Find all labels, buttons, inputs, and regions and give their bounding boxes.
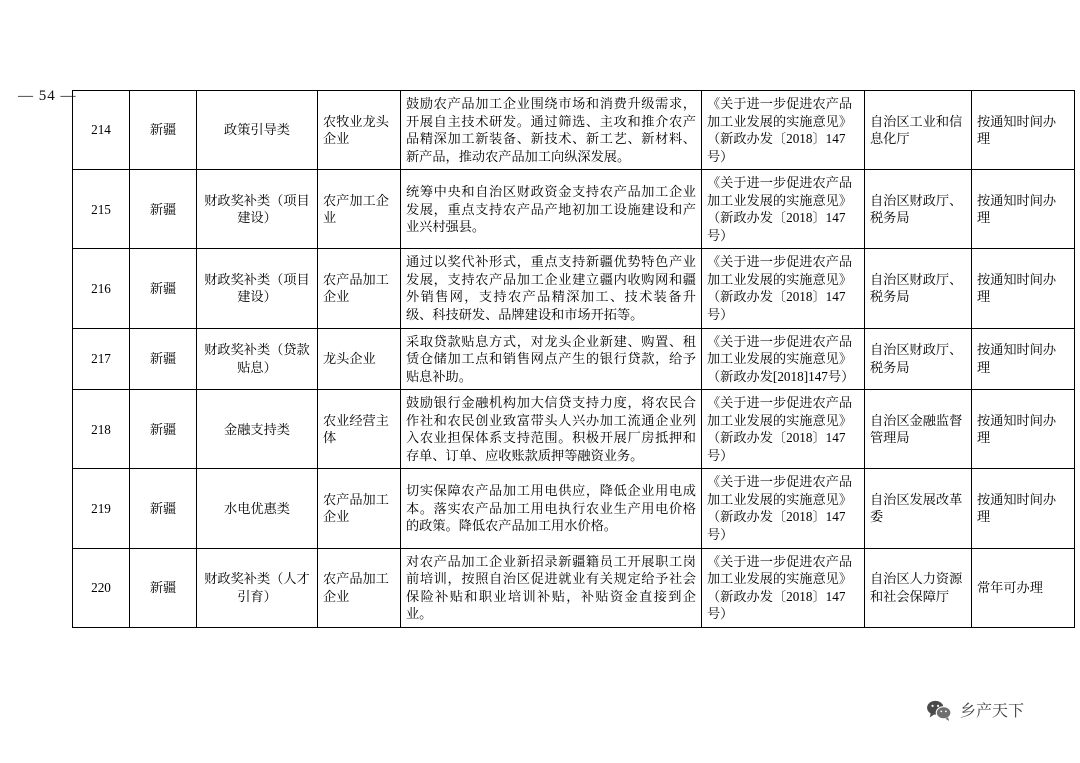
row-subject-cell: 农产品加工企业 [318, 249, 401, 328]
row-region-cell: 新疆 [130, 328, 197, 390]
table-row [73, 91, 1075, 170]
row-department-cell: 自治区人力资源和社会保障厅 [865, 548, 972, 627]
row-time-cell: 按通知时间办理 [972, 91, 1075, 170]
row-department-cell: 自治区财政厅、税务局 [865, 170, 972, 249]
row-basis-cell: 《关于进一步促进农产品加工业发展的实施意见》（新政办发〔2018〕147号） [702, 91, 865, 170]
row-subject-cell: 农产加工企业 [318, 170, 401, 249]
row-content-cell: 对农产品加工企业新招录新疆籍员工开展职工岗前培训，按照自治区促进就业有关规定给予社会保险补贴和职业培训补贴，补贴资金直接到企业。 [401, 548, 702, 627]
row-time-cell: 按通知时间办理 [972, 390, 1075, 469]
row-department-cell: 自治区财政厅、税务局 [865, 249, 972, 328]
row-number-cell: 215 [73, 170, 130, 249]
row-department-cell: 自治区金融监督管理局 [865, 390, 972, 469]
row-basis-cell: 《关于进一步促进农产品加工业发展的实施意见》（新政办发〔2018〕147号） [702, 390, 865, 469]
table-row [73, 249, 1075, 328]
row-number-cell: 217 [73, 328, 130, 390]
row-type-cell: 政策引导类 [197, 91, 318, 170]
row-basis-cell: 《关于进一步促进农产品加工业发展的实施意见》（新政办发〔2018〕147号） [702, 548, 865, 627]
row-basis-cell: 《关于进一步促进农产品加工业发展的实施意见》（新政办发[2018]147号） [702, 328, 865, 390]
row-department-cell: 自治区发展改革委 [865, 469, 972, 548]
row-number-cell: 219 [73, 469, 130, 548]
row-time-cell: 常年可办理 [972, 548, 1075, 627]
row-number-cell: 214 [73, 91, 130, 170]
account-watermark [926, 698, 1024, 721]
policy-table [72, 90, 1075, 628]
table-row [73, 548, 1075, 627]
row-time-cell: 按通知时间办理 [972, 170, 1075, 249]
row-number-cell: 220 [73, 548, 130, 627]
row-type-cell: 财政奖补类（贷款贴息） [197, 328, 318, 390]
row-content-cell: 鼓励农产品加工企业围绕市场和消费升级需求，开展自主技术研发。通过筛选、主攻和推介农产品精深加工新装备、新技术、新工艺、新材料、新产品，推动农产品加工向纵深发展。 [401, 91, 702, 170]
row-department-cell: 自治区财政厅、税务局 [865, 328, 972, 390]
table-row [73, 328, 1075, 390]
row-region-cell: 新疆 [130, 548, 197, 627]
table-row [73, 469, 1075, 548]
row-region-cell: 新疆 [130, 469, 197, 548]
row-subject-cell: 农业经营主体 [318, 390, 401, 469]
row-region-cell: 新疆 [130, 170, 197, 249]
wechat-icon [926, 699, 952, 721]
table-row [73, 390, 1075, 469]
row-type-cell: 水电优惠类 [197, 469, 318, 548]
row-basis-cell: 《关于进一步促进农产品加工业发展的实施意见》（新政办发〔2018〕147号） [702, 170, 865, 249]
row-type-cell: 财政奖补类（人才引育） [197, 548, 318, 627]
row-subject-cell: 农产品加工企业 [318, 548, 401, 627]
account-name: 乡产天下 [959, 703, 1024, 720]
page-number: — 54 — [18, 88, 77, 104]
row-region-cell: 新疆 [130, 390, 197, 469]
row-type-cell: 财政奖补类（项目建设） [197, 170, 318, 249]
row-basis-cell: 《关于进一步促进农产品加工业发展的实施意见》（新政办发〔2018〕147号） [702, 249, 865, 328]
row-basis-cell: 《关于进一步促进农产品加工业发展的实施意见》（新政办发〔2018〕147号） [702, 469, 865, 548]
row-subject-cell: 农牧业龙头企业 [318, 91, 401, 170]
row-content-cell: 鼓励银行金融机构加大信贷支持力度，将农民合作社和农民创业致富带头人兴办加工流通企业列入农业担保体系支持范围。积极开展厂房抵押和存单、订单、应收账款质押等融资业务。 [401, 390, 702, 469]
row-number-cell: 216 [73, 249, 130, 328]
row-time-cell: 按通知时间办理 [972, 328, 1075, 390]
row-department-cell: 自治区工业和信息化厅 [865, 91, 972, 170]
row-type-cell: 金融支持类 [197, 390, 318, 469]
row-number-cell: 218 [73, 390, 130, 469]
row-time-cell: 按通知时间办理 [972, 249, 1075, 328]
row-subject-cell: 农产品加工企业 [318, 469, 401, 548]
row-content-cell: 统筹中央和自治区财政资金支持农产品加工企业发展，重点支持农产品产地初加工设施建设和产业兴村强县。 [401, 170, 702, 249]
table-body [73, 91, 1075, 628]
row-content-cell: 采取贷款贴息方式，对龙头企业新建、购置、租赁仓储加工点和销售网点产生的银行贷款，给予贴息补助。 [401, 328, 702, 390]
row-region-cell: 新疆 [130, 91, 197, 170]
table-row [73, 170, 1075, 249]
row-content-cell: 通过以奖代补形式，重点支持新疆优势特色产业发展，支持农产品加工企业建立疆内收购网和疆外销售网，支持农产品精深加工、技术装备升级、科技研发、品牌建设和市场开拓等。 [401, 249, 702, 328]
row-time-cell: 按通知时间办理 [972, 469, 1075, 548]
row-type-cell: 财政奖补类（项目建设） [197, 249, 318, 328]
row-content-cell: 切实保障农产品加工用电供应，降低企业用电成本。落实农产品加工用电执行农业生产用电价格的政策。降低农产品加工用水价格。 [401, 469, 702, 548]
row-subject-cell: 龙头企业 [318, 328, 401, 390]
row-region-cell: 新疆 [130, 249, 197, 328]
